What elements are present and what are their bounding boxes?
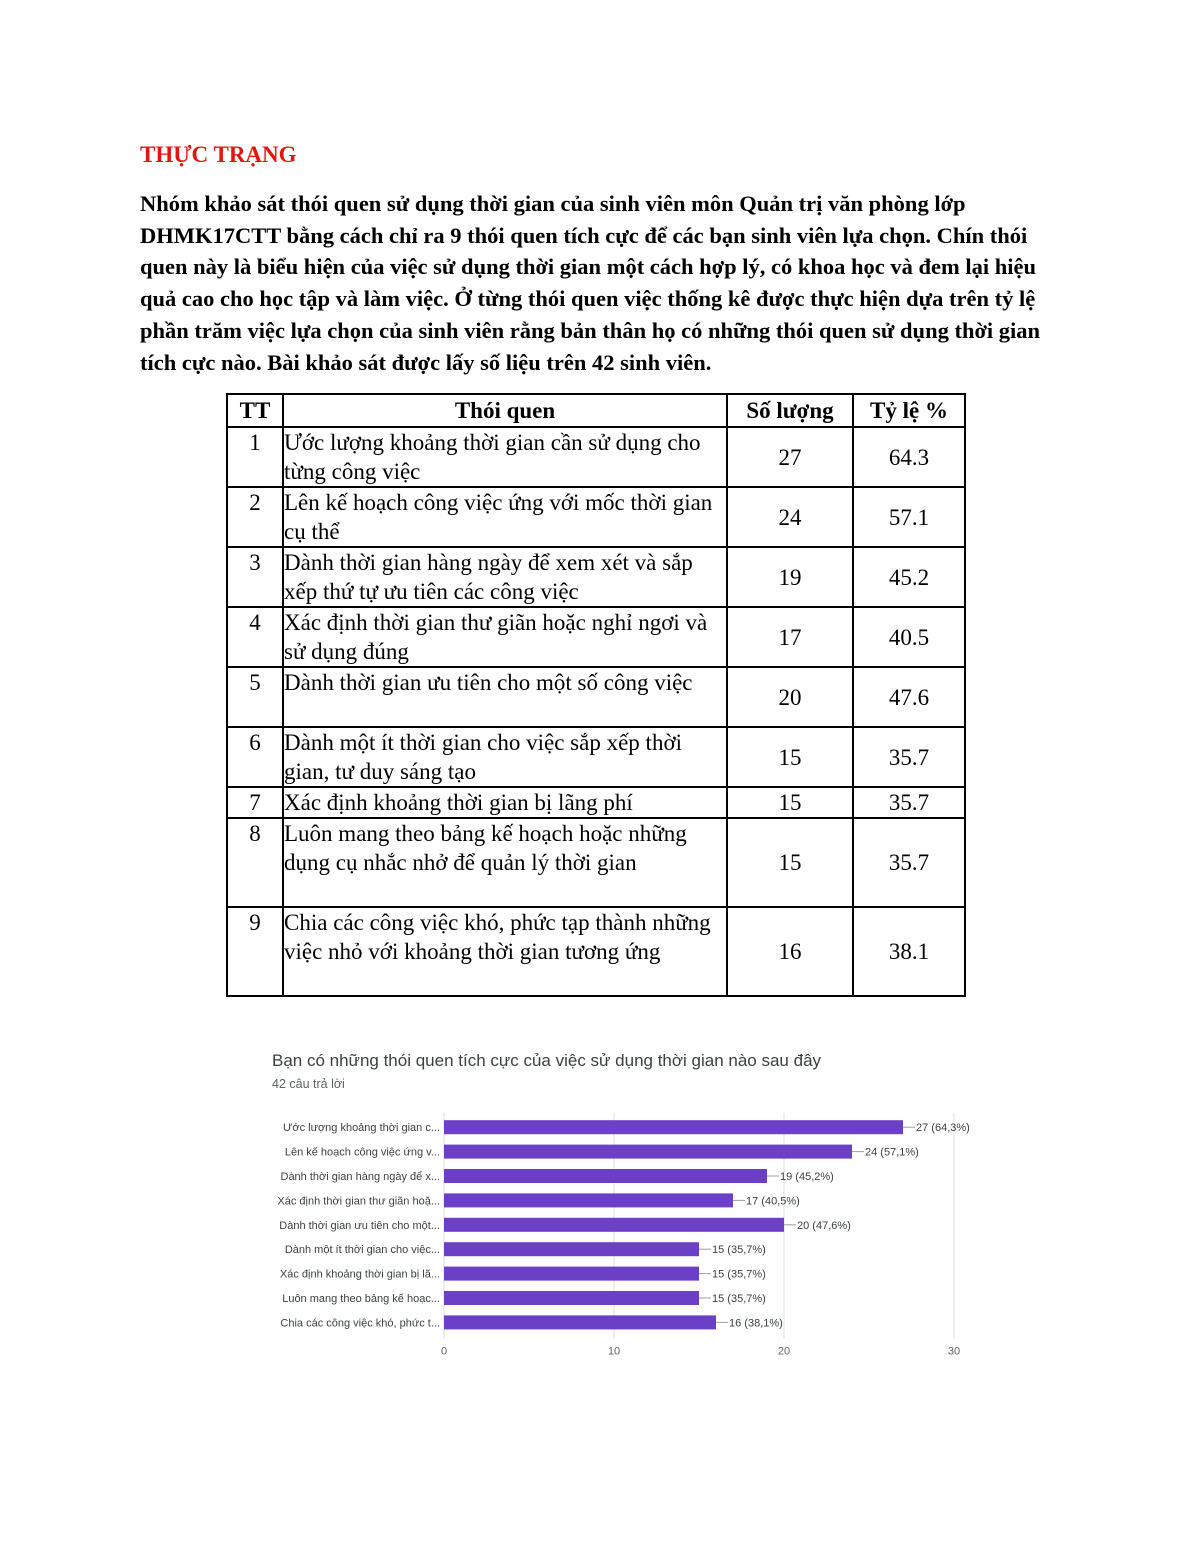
data-label: 15 (35,7%) <box>712 1293 766 1305</box>
habit-percent: 45.2 <box>853 547 965 607</box>
table-row <box>227 907 965 996</box>
habit-count: 20 <box>727 667 853 727</box>
bar <box>444 1120 903 1134</box>
chart-title: Bạn có những thói quen tích cực của việc sử dụng thời gian nào sau đây <box>272 1051 822 1070</box>
habit-count: 15 <box>727 787 853 818</box>
table-row <box>227 667 965 727</box>
category-label: Xác định thời gian thư giãn hoặ... <box>277 1195 440 1208</box>
category-label: Ước lượng khoảng thời gian c... <box>282 1122 440 1135</box>
table-row <box>227 487 965 547</box>
data-label: 24 (57,1%) <box>865 1146 919 1159</box>
habit-count: 27 <box>727 427 853 487</box>
x-tick-label: 20 <box>777 1345 791 1358</box>
header-count: Số lượng <box>727 394 853 427</box>
row-number: 8 <box>227 818 283 907</box>
x-tick-label: 10 <box>607 1345 621 1358</box>
row-number: 3 <box>227 547 283 607</box>
data-label: 17 (40,5%) <box>746 1195 800 1208</box>
habit-text: Xác định khoảng thời gian bị lãng phí <box>283 787 727 818</box>
data-label: 15 (35,7%) <box>712 1244 766 1257</box>
habit-text: Xác định thời gian thư giãn hoặc nghỉ ngơi và sử dụng đúng <box>283 607 727 667</box>
data-label: 20 (47,6%) <box>797 1219 851 1232</box>
bar <box>444 1242 699 1256</box>
habit-text: Chia các công việc khó, phức tạp thành những việc nhỏ với khoảng thời gian tương ứng <box>283 907 727 996</box>
habit-text: Luôn mang theo bảng kế hoạch hoặc những dụng cụ nhắc nhở để quản lý thời gian <box>283 818 727 907</box>
intro-paragraph: Nhóm khảo sát thói quen sử dụng thời gian của sinh viên môn Quản trị văn phòng lớp DHMK17CTT bằng cách chỉ ra 9 thói quen tích cực để các bạn sinh viên lựa chọn. Chín thói quen này là biểu hiện của việc sử dụng thời gian một cách hợp lý, có khoa học và đem lại hiệu quả cao cho học tập và làm việc. Ở từng thói quen việc thống kê được thực hiện dựa trên tỷ lệ phần trăm việc lựa chọn của sinh viên rằng bản thân họ có những thói quen sử dụng thời gian tích cực nào. Bài khảo sát được lấy số liệu trên 42 sinh viên. <box>140 191 1041 375</box>
habit-count: 15 <box>727 727 853 787</box>
table-row <box>227 727 965 787</box>
habit-count: 24 <box>727 487 853 547</box>
header-habit: Thói quen <box>283 394 727 427</box>
habit-text: Lên kế hoạch công việc ứng với mốc thời gian cụ thể <box>283 487 727 547</box>
habit-percent: 35.7 <box>853 727 965 787</box>
habits-table <box>226 393 966 997</box>
habit-count: 19 <box>727 547 853 607</box>
bar <box>444 1267 699 1281</box>
x-tick-label: 30 <box>947 1345 961 1358</box>
header-tt: TT <box>227 394 283 427</box>
section-heading: THỰC TRẠNG <box>140 142 297 167</box>
bar <box>444 1291 699 1305</box>
habit-text: Dành thời gian hàng ngày để xem xét và sắp xếp thứ tự ưu tiên các công việc <box>283 547 727 607</box>
header-percent: Tỷ lệ % <box>853 394 965 427</box>
table-row <box>227 547 965 607</box>
table-row <box>227 427 965 487</box>
category-label: Lên kế hoạch công việc ứng v... <box>284 1146 440 1159</box>
row-number: 9 <box>227 907 283 996</box>
table-row <box>227 607 965 667</box>
row-number: 2 <box>227 487 283 547</box>
habit-text: Dành một ít thời gian cho việc sắp xếp thời gian, tư duy sáng tạo <box>283 727 727 787</box>
category-label: Xác định khoảng thời gian bị lã... <box>279 1268 440 1281</box>
habits-bar-chart <box>240 1045 1000 1370</box>
habit-percent: 64.3 <box>853 427 965 487</box>
chart-subtitle: 42 câu trả lời <box>272 1077 345 1091</box>
bar <box>444 1315 716 1329</box>
bar <box>444 1193 733 1207</box>
habit-count: 15 <box>727 818 853 907</box>
habit-count: 16 <box>727 907 853 996</box>
data-label: 15 (35,7%) <box>712 1268 766 1281</box>
table-header-row <box>227 394 965 427</box>
bar <box>444 1218 784 1232</box>
row-number: 7 <box>227 787 283 818</box>
x-tick-label: 0 <box>440 1345 448 1358</box>
habit-percent: 47.6 <box>853 667 965 727</box>
category-label: Luôn mang theo bảng kế hoạc... <box>282 1293 440 1305</box>
habit-percent: 35.7 <box>853 787 965 818</box>
habit-percent: 40.5 <box>853 607 965 667</box>
category-label: Dành thời gian ưu tiên cho một... <box>279 1219 440 1232</box>
data-label: 16 (38,1%) <box>729 1317 783 1330</box>
habit-percent: 38.1 <box>853 907 965 996</box>
category-label: Dành một ít thời gian cho việc... <box>284 1244 440 1257</box>
habit-count: 17 <box>727 607 853 667</box>
category-label: Chia các công việc khó, phức t... <box>280 1317 440 1330</box>
bar <box>444 1145 852 1159</box>
table-row <box>227 787 965 818</box>
row-number: 6 <box>227 727 283 787</box>
bar <box>444 1169 767 1183</box>
habit-percent: 57.1 <box>853 487 965 547</box>
habit-text: Dành thời gian ưu tiên cho một số công việc <box>283 667 727 727</box>
table-row <box>227 818 965 907</box>
data-label: 19 (45,2%) <box>780 1171 834 1183</box>
row-number: 4 <box>227 607 283 667</box>
data-label: 27 (64,3%) <box>916 1122 970 1135</box>
category-label: Dành thời gian hàng ngày để x... <box>280 1171 440 1183</box>
row-number: 1 <box>227 427 283 487</box>
chart-plot <box>240 1045 1000 1370</box>
habit-text: Ước lượng khoảng thời gian cần sử dụng cho từng công việc <box>283 427 727 487</box>
habit-percent: 35.7 <box>853 818 965 907</box>
row-number: 5 <box>227 667 283 727</box>
